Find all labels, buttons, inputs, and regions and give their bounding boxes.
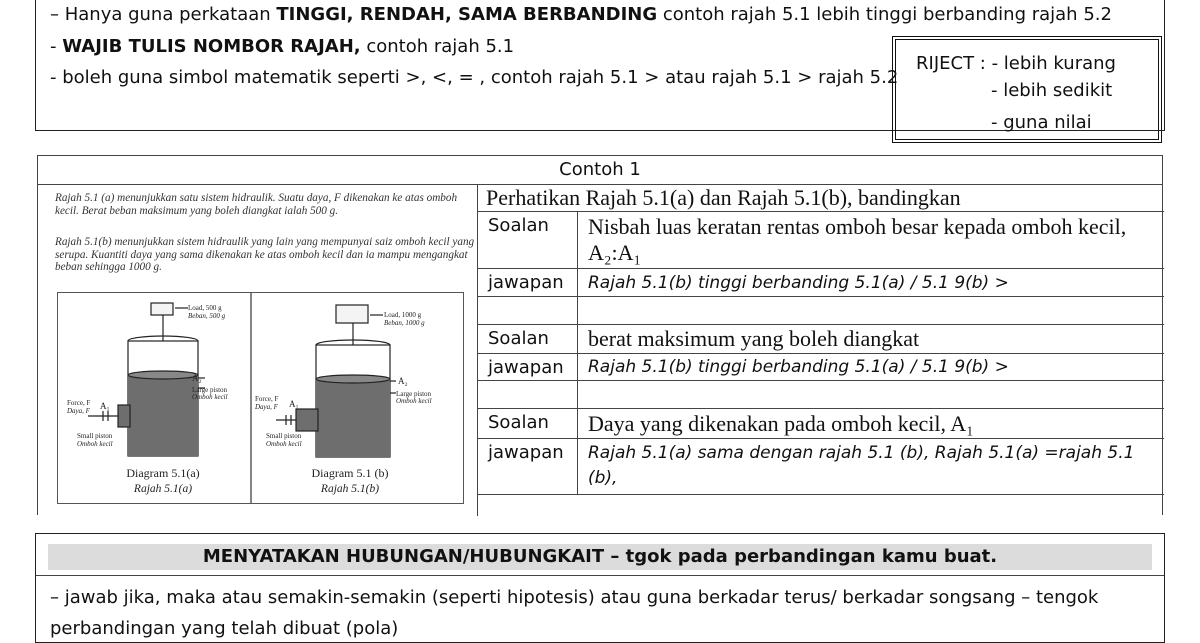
question-row-3 — [478, 409, 1164, 439]
relationship-divider — [36, 575, 1164, 576]
reject-line-1: RIJECT : - lebih kurang — [916, 53, 1116, 74]
diagram-a-force-en: Force, F — [67, 399, 91, 407]
diagram-a-a1: A₁ — [100, 401, 110, 411]
diagram-b-load-ms: Beban, 1000 g — [384, 319, 425, 327]
diagram-a-large-ms: Omboh kecil — [192, 393, 228, 401]
caption-b-en: Diagram 5.1 (b) — [311, 466, 389, 480]
rule-2-bold: WAJIB TULIS NOMBOR RAJAH, — [62, 36, 361, 57]
diagram-b-large-ms: Omboh kecil — [396, 397, 432, 405]
example-box — [37, 155, 1163, 515]
soalan-text-3: Daya yang dikenakan pada omboh kecil, A₁ — [588, 411, 974, 436]
diagram-a-a2: A₂ — [192, 373, 202, 383]
rule-1-bold: TINGGI, RENDAH, SAMA BERBANDING — [276, 4, 658, 25]
answer-row-1 — [478, 269, 1164, 297]
caption-b-ms: Rajah 5.1(b) — [320, 483, 380, 495]
example-title: Contoh 1 — [38, 156, 1162, 185]
spacer-row-1 — [478, 297, 1164, 325]
jawapan-label-3: jawapan — [478, 439, 578, 494]
caption-b — [280, 466, 420, 496]
description-b: Rajah 5.1(b) menunjukkan sistem hidraulik yang lain yang mempunyai saiz omboh kecil yang serupa. Kuantiti daya yang sama dikenakan ke atas omboh kecil dan ia mampu mengangkat beban sehingga 1000 g. — [55, 236, 475, 273]
description-a: Rajah 5.1 (a) menunjukkan satu sistem hidraulik. Suatu daya, F dikenakan ke atas omboh kecil. Berat beban maksimum yang boleh diangkat ialah 500 g. — [55, 192, 458, 217]
spacer-label-2 — [478, 381, 578, 408]
diagram-b-a2: A₂ — [398, 376, 408, 386]
question-panel — [38, 184, 478, 516]
diagram-b-large-en: Large piston — [396, 390, 432, 398]
soalan-text-2: berat maksimum yang boleh diangkat — [588, 326, 920, 351]
rule-line-2 — [50, 36, 514, 57]
jawapan-text-2: Rajah 5.1(b) tinggi berbanding 5.1(a) / 5.1 9(b) > — [588, 357, 1009, 377]
question-row-1 — [478, 212, 1164, 269]
rule-line-3: - boleh guna simbol matematik seperti >, <, = , contoh rajah 5.1 > atau rajah 5.1 > rajah 5.2 — [50, 67, 899, 88]
diagram-a-small-ms: Omboh kecil — [77, 440, 113, 448]
relationship-box — [35, 533, 1165, 643]
rule-1-prefix: – Hanya guna perkataan — [50, 4, 277, 25]
reject-line-2: - lebih sedikit — [991, 80, 1113, 101]
jawapan-label-2: jawapan — [478, 354, 578, 380]
relationship-line-2: perbandingan yang telah dibuat (pola) — [50, 618, 399, 639]
table-header: Perhatikan Rajah 5.1(a) dan Rajah 5.1(b), bandingkan — [478, 184, 1164, 212]
relationship-line-1: – jawab jika, maka atau semakin-semakin (seperti hipotesis) atau guna berkadar terus/ berkadar songsang – tengok — [50, 587, 1099, 608]
diagram-b-load-en: Load, 1000 g — [384, 311, 422, 319]
relationship-heading: MENYATAKAN HUBUNGAN/HUBUNGKAIT – tgok pada perbandingan kamu buat. — [48, 544, 1152, 570]
caption-a-en: Diagram 5.1(a) — [126, 466, 200, 480]
soalan-label-1: Soalan — [478, 212, 578, 268]
reject-line-3: - guna nilai — [991, 112, 1092, 133]
jawapan-label-1: jawapan — [478, 269, 578, 296]
soalan-label-2: Soalan — [478, 325, 578, 353]
diagram-a-small-en: Small piston — [77, 432, 113, 440]
rule-2-prefix: - — [50, 36, 63, 57]
soalan-text-1: Nisbah luas keratan rentas omboh besar kepada omboh kecil, A₂:A₁ — [588, 214, 1127, 265]
rule-1-suffix: contoh rajah 5.1 lebih tinggi berbanding rajah 5.2 — [657, 4, 1112, 25]
diagram-b-force-en: Force, F — [255, 395, 279, 403]
diagram-b-small-ms: Omboh kecil — [266, 440, 302, 448]
answer-row-2 — [478, 354, 1164, 381]
jawapan-text-3: Rajah 5.1(a) sama dengan rajah 5.1 (b), Rajah 5.1(a) =rajah 5.1 (b), — [588, 443, 1135, 488]
diagram-a-load-ms: Beban, 500 g — [188, 312, 226, 320]
diagram-b-small-en: Small piston — [266, 432, 302, 440]
diagram-b-a1: A₁ — [289, 399, 299, 409]
spacer-label-1 — [478, 297, 578, 324]
rule-2-suffix: contoh rajah 5.1 — [360, 36, 515, 57]
caption-a-ms: Rajah 5.1(a) — [133, 483, 193, 495]
soalan-label-3: Soalan — [478, 409, 578, 438]
hydraulic-diagram — [57, 292, 464, 504]
diagram-a-large-en: Large piston — [192, 386, 228, 394]
diagram-a-load-en: Load, 500 g — [188, 304, 222, 312]
diagram-b-force-ms: Daya, F — [255, 403, 278, 411]
answer-row-3 — [478, 439, 1164, 495]
diagram-a-force-ms: Daya, F — [67, 407, 90, 415]
spacer-row-2 — [478, 381, 1164, 409]
jawapan-text-1: Rajah 5.1(b) tinggi berbanding 5.1(a) / 5.1 9(b) > — [588, 273, 1009, 293]
caption-a — [93, 466, 233, 496]
question-row-2 — [478, 325, 1164, 354]
rule-line-1 — [50, 4, 1112, 25]
reject-box — [892, 36, 1162, 143]
